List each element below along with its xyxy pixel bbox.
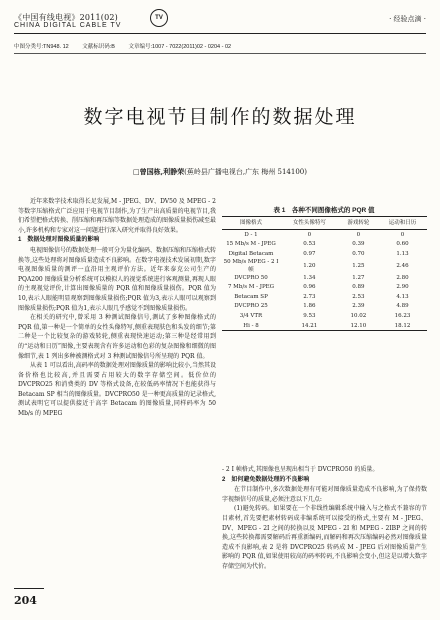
table-row — [222, 292, 427, 302]
left-column — [18, 197, 216, 419]
paragraph: 在相关的研究中,曾采用 3 种测试图像信号,测试了多种图像格式的 PQR 值,第一种是一个简单的女性头像特写,侧重表现肤色和头发的细节;第二种是一个比较复杂的游戏转轮,侧重表现快速运动;第三种是经常用到的“运动和日历”图像,主要表现含有许多运动和色彩的复杂图像和细微的图像细节,表 1 列出多种被测格式对 3 种测试图像信号所呈现的 PQR 值。 — [18, 314, 216, 360]
authors-line — [0, 167, 440, 177]
table-cell: 9.53 — [303, 312, 316, 319]
table-cell: 0 — [356, 231, 361, 238]
table-cell: 15 Mb/s M - JPEG — [226, 241, 276, 248]
table-header-cell: 运动和日历 — [378, 217, 427, 230]
paragraph: (1)避免转码。如果要在一个非线性编辑系统中输入与之格式不兼容的节目素材,首先要把素材转码成非编系统可以接受的格式,主要有 M - JPEG、DV、MPEG - 2I 之间的转换以及 MPEG - 2I 和 MPEG - 2IBP 之间的转换,这些转换都需要解码后再重新编码,而解码和再次压缩编码必然对图像质量造成不良影响,表 2 是将 DVCPRO25 转码成 M - JPEG 后对图像质量产生影响的 PQR 值,如果使用较高的码率转码,不良影响会变小,但这是以增大数字存储空间为代价。 — [222, 505, 427, 570]
article-meta — [14, 42, 243, 50]
footer-rule — [14, 588, 44, 589]
table-row — [222, 259, 427, 273]
table-cell: 0.89 — [352, 284, 365, 291]
table-cell: 16.23 — [394, 312, 411, 319]
table-row — [222, 311, 427, 321]
table-cell: 4.89 — [396, 303, 409, 310]
right-column — [222, 465, 427, 572]
journal-logo: TV — [150, 9, 168, 27]
table-header-cell: 游戏转轮 — [339, 217, 378, 230]
table-row — [222, 273, 427, 283]
paragraph: 近年来数字技术取得长足发展,M - JPEG、DV、DV50 及 MPEG - 2 等数字压缩格式广泛应用于电视节目制作,为了生产出高质量的电视节目,我们希望把格式转换、削压缩和再压缩等数据处理造成的图像质量损伤减至最小,许多机构和专家对这一问题进行深入研究并取得良好效果。 — [18, 198, 217, 234]
table-header-cell: 女性头像特写 — [280, 217, 339, 230]
section-heading: 1 数据处理对图像质量的影响 — [18, 237, 100, 244]
table-cell: DVCPRO 50 — [234, 274, 268, 281]
header-rule — [14, 33, 426, 34]
table-cell: 7 Mb/s M - JPEG — [227, 284, 275, 291]
article-number: 文章编号:1007 - 7022(2011)02 - 0204 - 02 — [128, 44, 232, 50]
table-header-cell: 图像格式 — [222, 217, 280, 230]
table-cell: 2.80 — [396, 274, 409, 281]
paragraph: - 2 I 帧格式,其图像也呈现出相当于 DVCPRO50 的质量。 — [222, 466, 379, 473]
table-cell: 1.27 — [352, 274, 365, 281]
table-cell: 2.53 — [352, 293, 365, 300]
table-row — [222, 230, 427, 240]
pqr-table — [222, 216, 427, 331]
table-cell: 0 — [400, 231, 405, 238]
table-cell: 0.97 — [303, 250, 316, 257]
table-cell: 18.12 — [378, 321, 427, 331]
table-cell: 1.86 — [303, 303, 316, 310]
section-heading: 2 如何避免数据处理的不良影响 — [222, 476, 310, 483]
journal-title-en: CHINA DIGITAL CABLE TV — [14, 22, 122, 29]
table-cell: 2.39 — [352, 303, 365, 310]
paragraph: 在节目制作中,多次数据处理有可能对图像质量造成不良影响,为了保持数字视频信号的质量,必须注意以下几点: — [222, 486, 427, 503]
page-number: 204 — [14, 594, 37, 607]
table-row — [222, 240, 427, 250]
table-caption: 表 1 各种不同图像格式的 PQR 值 — [273, 207, 375, 214]
table-cell: 0.53 — [303, 241, 316, 248]
table-cell: 4.13 — [396, 293, 409, 300]
table-row — [222, 249, 427, 259]
table-cell: Hi - 8 — [222, 321, 280, 331]
table-row — [222, 282, 427, 292]
table-cell: 3/4 VTR — [239, 312, 263, 319]
table-cell: 0.70 — [352, 250, 365, 257]
table-body — [222, 230, 427, 331]
table-cell: 2.73 — [303, 293, 316, 300]
journal-title: 《中国有线电视》2011(02) — [14, 13, 118, 22]
table-cell: 0.60 — [396, 241, 409, 248]
table-cell: 1.13 — [396, 250, 409, 257]
table-cell: 1.25 — [352, 262, 365, 269]
table-cell: D - 1 — [244, 231, 258, 238]
author-affiliation: (蕉岭县广播电视台,广东 梅州 514100) — [184, 168, 307, 176]
table-cell: 12.10 — [339, 321, 378, 331]
paragraph: 从表 1 可以看出,高码率的数据处理对图像质量的影响比较小,当然其设备价格也比较高,并且需要占用较大的数字存储空间。低价位的 DVCPRO25 和消费类的 DV 等格式设备,在较低码率情况下也能获得与 Betacam SP 相当的图像质量。DVCPRO50 是一种更高质量的记录格式,测试表明它可以提供接近于高字 Betacam 的图像质量,同样码率为 50 Mb/s 的 MPEG — [18, 362, 216, 418]
table-header-row — [222, 217, 427, 230]
table-cell: Digital Betacam — [228, 250, 274, 257]
section-label: · 经验点滴 · — [389, 15, 426, 23]
table-cell: 0.96 — [303, 284, 316, 291]
table-cell: 14.21 — [280, 321, 339, 331]
author-names: □曾国栋,利静荣 — [133, 167, 185, 176]
table-cell: Betacam SP — [234, 293, 268, 300]
clc-number: 中图分类号:TN948. 12 — [14, 44, 69, 50]
table-row — [222, 302, 427, 312]
doc-code: 文献标识码:B — [82, 44, 115, 50]
table-cell: 1.34 — [303, 274, 316, 281]
article-title: 数字电视节目制作的数据处理 — [83, 106, 357, 128]
table-cell: DVCPRO 25 — [234, 303, 268, 310]
table-cell: 50 Mb/s MPEG - 2 I 帧 — [223, 258, 279, 273]
meta-rule — [14, 53, 426, 54]
table-cell: 0.39 — [352, 241, 365, 248]
table-cell: 2.90 — [396, 284, 409, 291]
table-row — [222, 321, 427, 331]
table-cell: 10.02 — [350, 312, 367, 319]
table-cell: 1.20 — [303, 262, 316, 269]
paragraph: 电视图像信号的数据处理一般可分为量化编码、数据压缩和压缩格式转换等,这些处理将对图像质量造成不良影响。在数字电视技术发展初期,数字电视图像质量的测评一直沿用主观评价方法。近年来泰克公司生产的 PQA200 图像质量分析系统可以模拟人的视觉系统进行客观测量,再现人眼的主观视觉评价,计算出图像质量的 PQR 值和图像质量损伤。PQR 值为10,表示人眼能明显观察到图像质量损伤;PQR 值为3,表示人眼可以观察到图像质量损伤;PQR 值为1,表示人眼几乎感觉不到图像质量损伤。 — [18, 246, 217, 312]
table-cell: 2.46 — [396, 262, 409, 269]
table-cell: 0 — [307, 231, 312, 238]
